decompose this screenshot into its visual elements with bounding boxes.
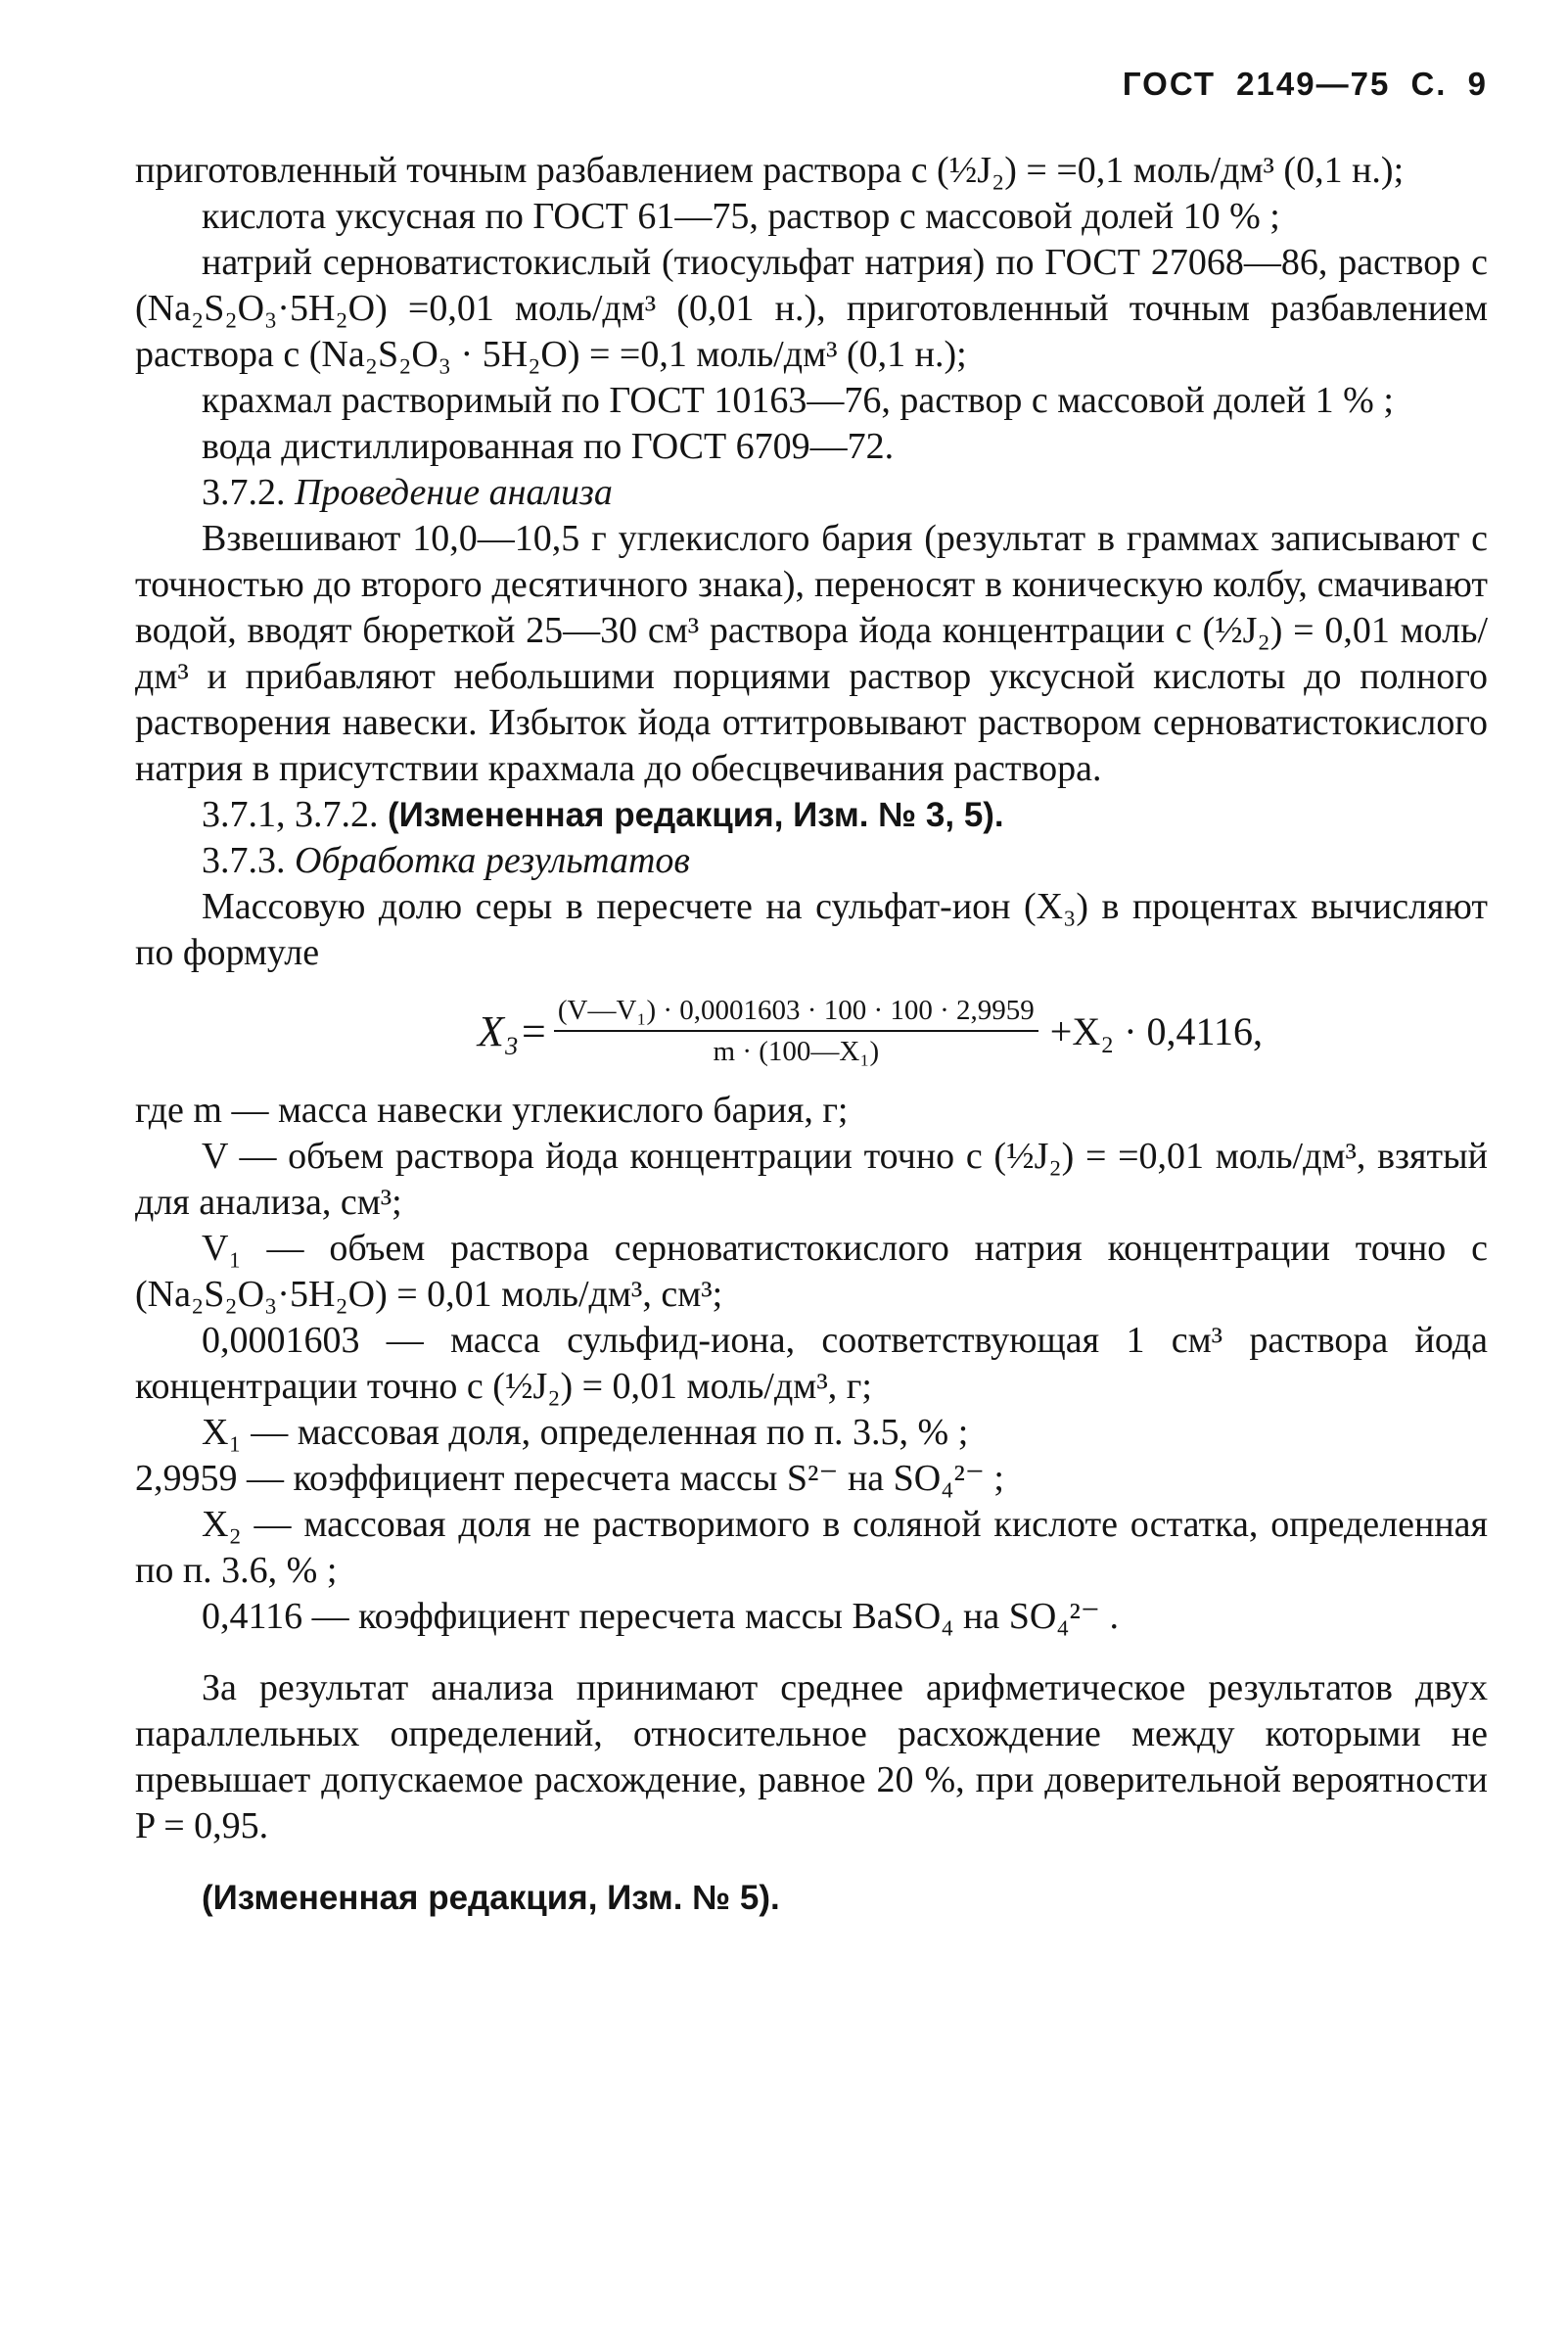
revision-text: (Измененная редакция, Изм. № 3, 5). — [388, 796, 1004, 834]
reagent-line-3: натрий серноватистокислый (тиосульфат натрия) по ГОСТ 27068—86, раствор c (Na₂S₂O₃·5H₂O) =0,01 моль/дм³ (0,01 н.), приготовленный точным разбавлением раствора c (Na₂S₂O₃ · 5H₂O) = =0,1 моль/дм³ (0,1 н.); — [135, 242, 1488, 375]
definition-m: где m — масса навески углекислого бария, г; — [135, 1090, 849, 1131]
definition-x2: X₂ — массовая доля не растворимого в соляной кислоте остатка, определенная по п. 3.6, % ; — [135, 1504, 1488, 1591]
revision-prefix: 3.7.1, 3.7.2. — [202, 794, 379, 835]
result-paragraph: За результат анализа принимают среднее арифметическое результатов двух параллельных определений, относительное расхождение между которыми не превышает допускаемое расхождение, равное 20 %, при доверительной вероятности P = 0,95. — [135, 1667, 1488, 1846]
formula-denominator: m · (100—X₁) — [713, 1036, 880, 1067]
formula-tail: +X₂ · 0,4116, — [1049, 1008, 1264, 1053]
reagent-line-1: приготовленный точным разбавлением раствора c (½J₂) = =0,1 моль/дм³ (0,1 н.); — [135, 150, 1405, 191]
reagent-line-4: крахмал растворимый по ГОСТ 10163—76, раствор с массовой долей 1 % ; — [202, 380, 1394, 421]
section-title: Обработка результатов — [295, 840, 690, 881]
reagent-line-2: кислота уксусная по ГОСТ 61—75, раствор с массовой долей 10 % ; — [202, 196, 1280, 237]
section-number: 3.7.3. — [202, 840, 286, 881]
revision-note-1 — [135, 792, 1488, 838]
definition-2-9959: 2,9959 — коэффициент пересчета массы S²⁻ на SO₄²⁻ ; — [135, 1458, 1004, 1499]
procedure-paragraph: Взвешивают 10,0—10,5 г углекислого бария (результат в граммах записывают с точностью до второго десятичного знака), переносят в коническую колбу, смачивают водой, вводят бюреткой 25—30 см³ раствора йода концентрации c (½J₂) = 0,01 моль/дм³ и прибавляют небольшими порциями раствор уксусной кислоты до полного растворения навески. Избыток йода оттитровывают раствором серноватистокислого натрия в присутствии крахмала до обесцвечивания раствора. — [135, 518, 1488, 789]
revision-note-2: (Измененная редакция, Изм. № 5). — [202, 1879, 780, 1917]
formula-block — [253, 984, 1488, 1078]
section-3-7-3-heading — [135, 838, 1488, 884]
definition-x1: X₁ — массовая доля, определенная по п. 3.5, % ; — [202, 1412, 969, 1453]
section-title: Проведение анализа — [295, 472, 613, 513]
page-header: ГОСТ 2149—75 С. 9 — [1122, 66, 1488, 102]
formula-fraction — [554, 993, 1038, 1069]
spacer — [135, 1849, 1488, 1875]
formula-lhs: X₃= — [477, 1006, 548, 1055]
definition-0-0001603: 0,0001603 — масса сульфид-иона, соответствующая 1 см³ раствора йода концентрации точно c (½J₂) = 0,01 моль/дм³, г; — [135, 1320, 1488, 1407]
definition-v1: V₁ — объем раствора серноватистокислого натрия концентрации точно c (Na₂S₂O₃·5H₂O) = 0,01 моль/дм³, см³; — [135, 1228, 1488, 1315]
formula-numerator: (V—V₁) · 0,0001603 · 100 · 100 · 2,9959 — [554, 993, 1038, 1032]
definition-v: V — объем раствора йода концентрации точно c (½J₂) = =0,01 моль/дм³, взятый для анализа, см³; — [135, 1136, 1488, 1223]
calculation-intro: Массовую долю серы в пересчете на сульфат-ион (X₃) в процентах вычисляют по формуле — [135, 886, 1488, 973]
spacer — [135, 1640, 1488, 1665]
section-3-7-2-heading — [135, 470, 1488, 516]
section-number: 3.7.2. — [202, 472, 286, 513]
reagent-line-5: вода дистиллированная по ГОСТ 6709—72. — [202, 426, 895, 467]
definition-0-4116: 0,4116 — коэффициент пересчета массы BaSO₄ на SO₄²⁻ . — [202, 1596, 1119, 1637]
